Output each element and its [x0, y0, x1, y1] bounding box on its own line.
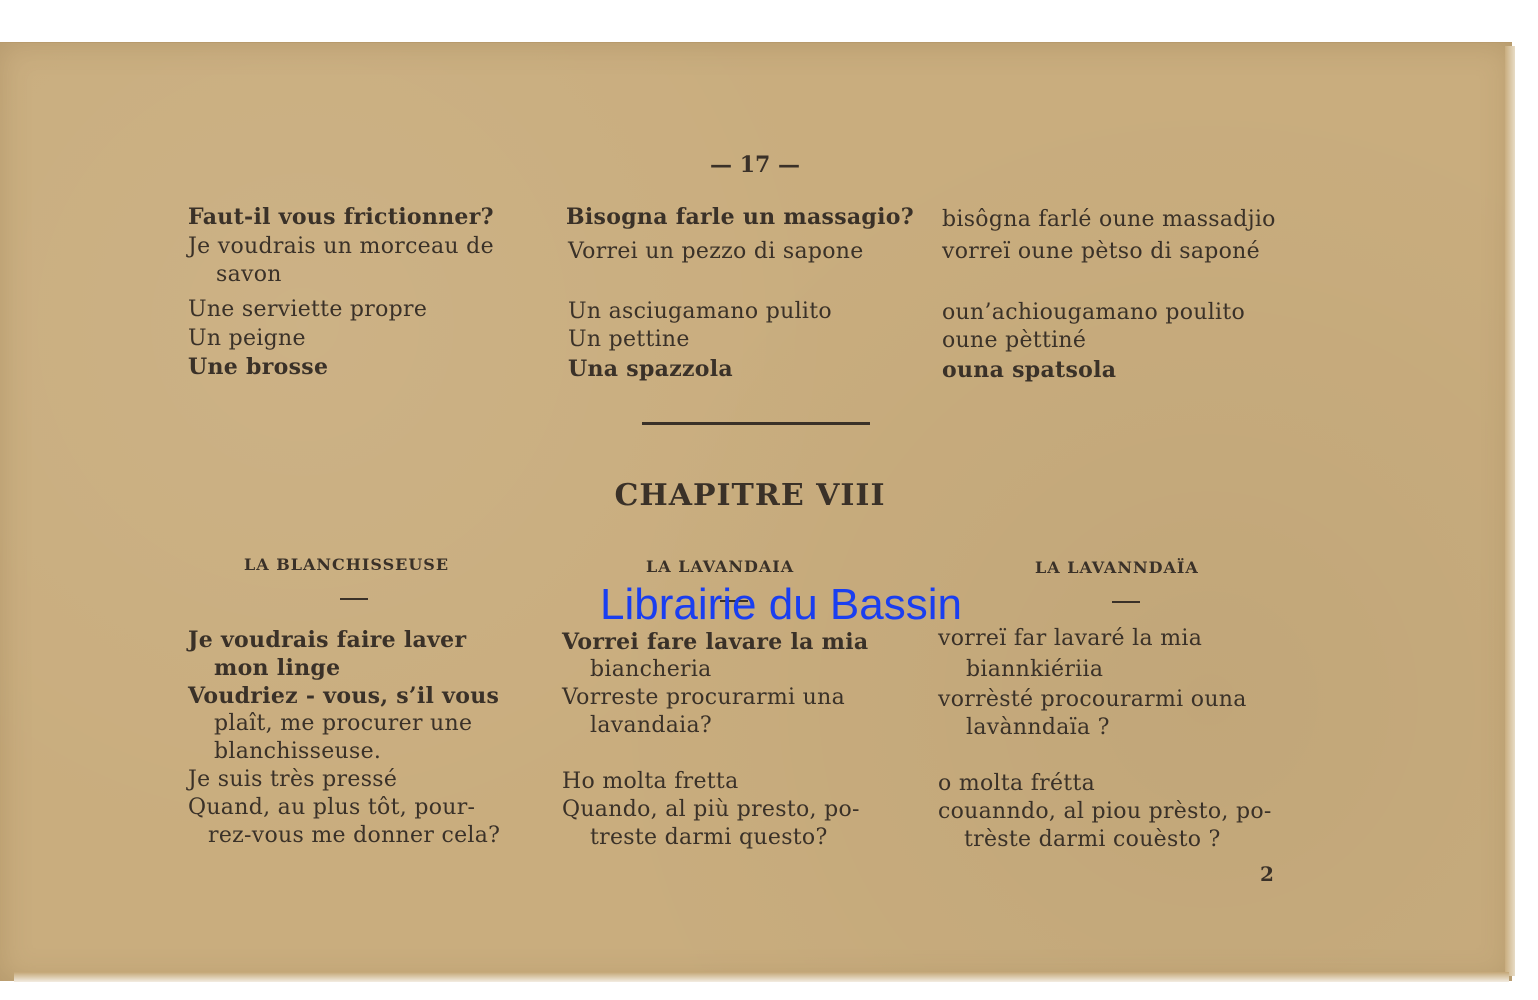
fr-line: Je voudrais faire laver: [188, 627, 467, 653]
pron-line: oun’achiougamano poulito: [942, 300, 1246, 325]
fr-line: Une brosse: [188, 354, 329, 380]
fr-line: blanchisseuse.: [214, 739, 382, 764]
page-edge: [1505, 46, 1515, 976]
it-line: Un pettine: [568, 327, 690, 352]
pron-line: couanndo, al piou prèsto, po-: [938, 799, 1272, 824]
fr-line: plaît, me procurer une: [214, 711, 473, 736]
it-line: Vorrei un pezzo di sapone: [568, 239, 864, 264]
it-line: Quando, al più presto, po-: [562, 797, 860, 822]
it-line: Vorreste procurarmi una: [562, 685, 846, 710]
it-line: Ho molta fretta: [562, 769, 739, 794]
fr-line: mon linge: [214, 655, 341, 681]
pron-line: lavànndaïa ?: [966, 715, 1110, 740]
it-line: lavandaia?: [590, 713, 713, 738]
pron-line: vorrèsté procourarmi ouna: [938, 687, 1247, 712]
fr-line: Une serviette propre: [188, 297, 428, 322]
section-divider: [642, 422, 870, 425]
fr-line: Quand, au plus tôt, pour-: [188, 795, 476, 820]
fr-line: Faut-il vous frictionner?: [188, 204, 494, 230]
fr-line: savon: [216, 262, 282, 287]
fr-line: Voudriez - vous, s’il vous: [188, 683, 500, 709]
heading-dash: [1112, 601, 1140, 603]
fr-line: Je suis très pressé: [188, 767, 398, 792]
pron-line: trèste darmi couèsto ?: [964, 827, 1221, 852]
pron-line: ouna spatsola: [942, 357, 1117, 383]
page-bottom-edge: [14, 972, 1509, 982]
fr-line: Je voudrais un morceau de: [188, 234, 494, 259]
column-heading-italian: LA LAVANDAIA: [646, 557, 795, 576]
it-line: Bisogna farle un massagio?: [566, 204, 914, 230]
it-line: treste darmi questo?: [590, 825, 828, 850]
column-heading-pronunciation: LA LAVANNDAÏA: [1035, 558, 1199, 577]
pron-line: bisôgna farlé oune massadjio: [942, 207, 1276, 232]
watermark: Librairie du Bassin: [600, 580, 962, 629]
pron-line: oune pèttiné: [942, 328, 1087, 353]
it-line: Una spazzola: [568, 356, 733, 382]
it-line: biancheria: [590, 657, 712, 682]
it-line: Un asciugamano pulito: [568, 299, 832, 324]
fr-line: rez-vous me donner cela?: [208, 823, 501, 848]
heading-dash: [340, 598, 368, 600]
column-heading-french: LA BLANCHISSEUSE: [244, 555, 450, 574]
pron-line: o molta frétta: [938, 771, 1096, 796]
it-line: Vorrei fare lavare la mia: [562, 629, 869, 655]
signature-number: 2: [1260, 862, 1274, 886]
page-number: — 17 —: [710, 152, 800, 178]
pron-line: biannkiériia: [966, 657, 1104, 682]
pron-line: vorreï oune pètso di saponé: [942, 239, 1260, 264]
pron-line: vorreï far lavaré la mia: [938, 626, 1203, 651]
chapter-title: CHAPITRE VIII: [614, 478, 886, 513]
fr-line: Un peigne: [188, 326, 306, 351]
